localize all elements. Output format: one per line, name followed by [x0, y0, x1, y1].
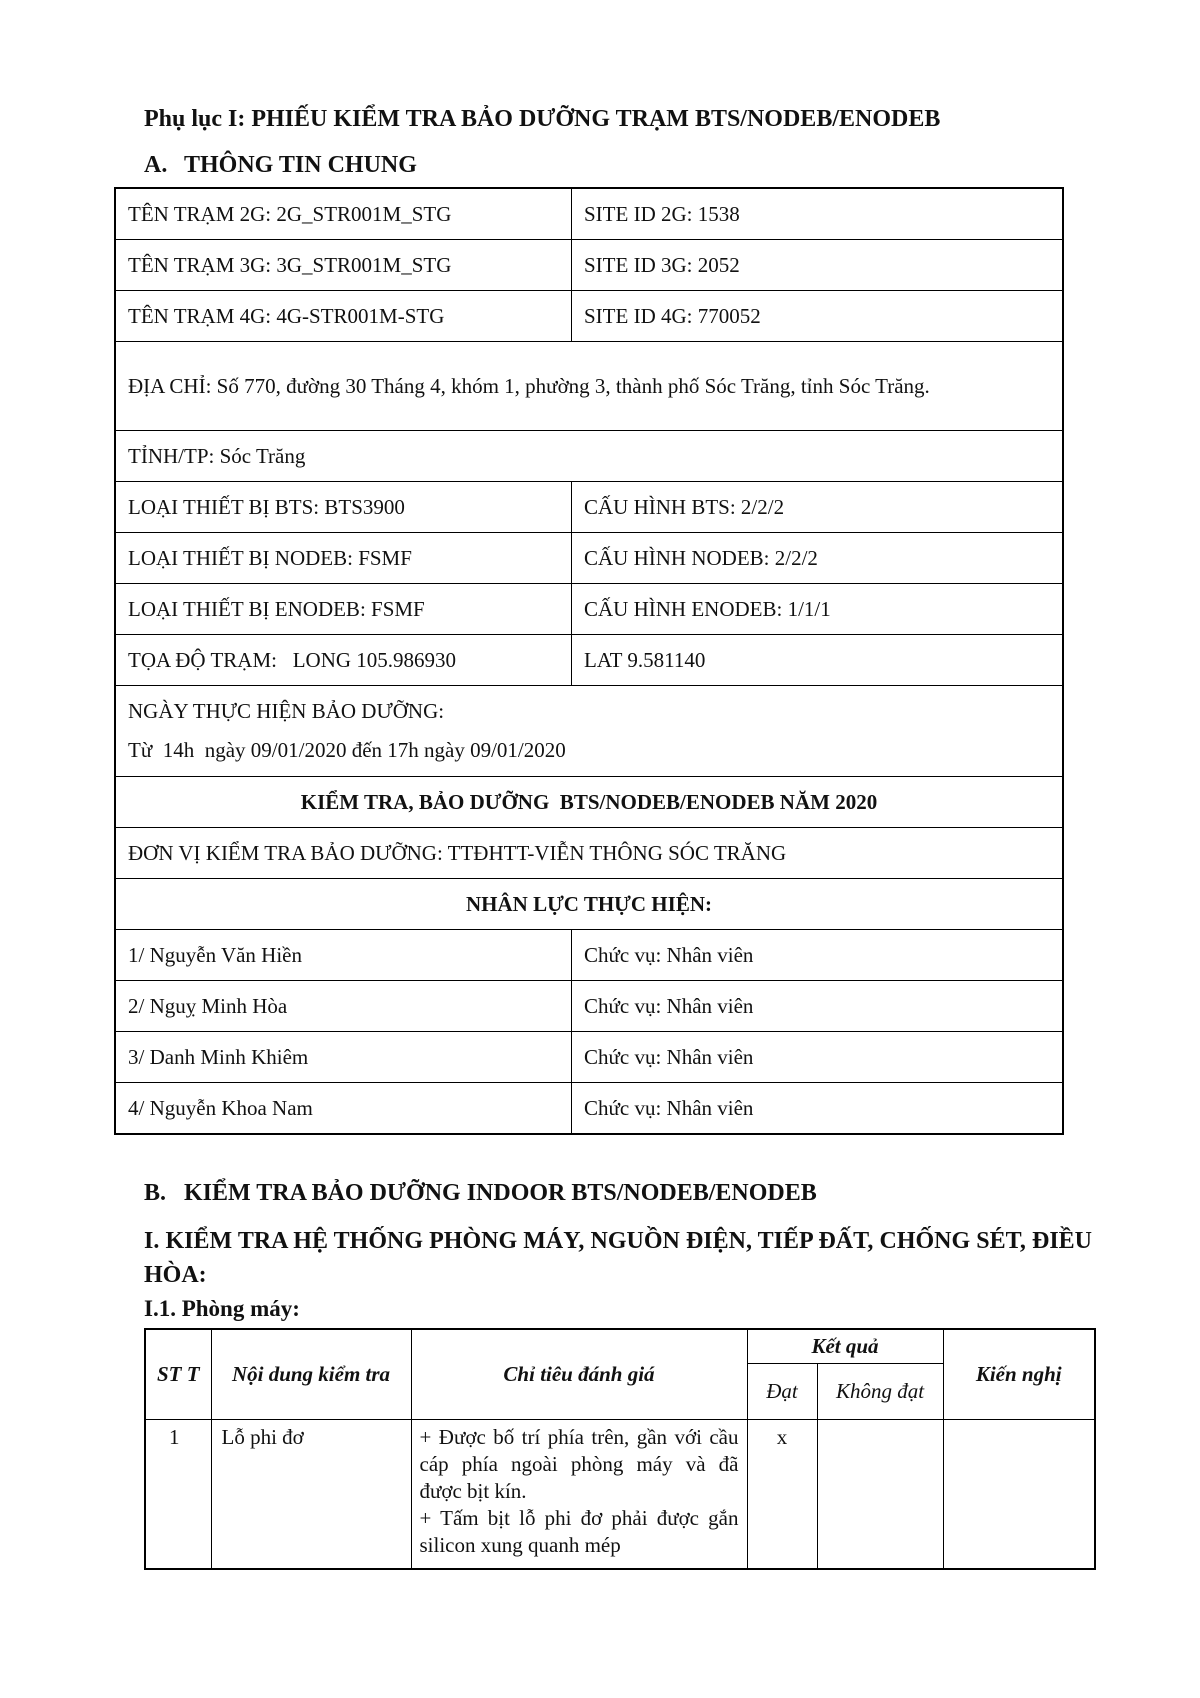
- staff-position-cell: Chức vụ: Nhân viên: [572, 1032, 1064, 1083]
- table-row: [115, 342, 1063, 431]
- row-stt-cell: 1: [145, 1419, 211, 1569]
- criteria-line: + Được bố trí phía trên, gần với cầu cáp phía ngoài phòng máy và đã được bịt kín.: [419, 1424, 739, 1503]
- table-row: [115, 291, 1063, 342]
- staff-position-cell: Chức vụ: Nhân viên: [572, 930, 1064, 981]
- table-row: [115, 828, 1063, 879]
- general-info-table: [114, 187, 1064, 1135]
- table-row: [115, 1032, 1063, 1083]
- staff-name-cell: 4/ Nguyễn Khoa Nam: [115, 1083, 572, 1135]
- header-recommend: Kiến nghị: [943, 1329, 1095, 1419]
- table-row: [115, 981, 1063, 1032]
- maintenance-heading-cell: KIỂM TRA, BẢO DƯỠNG BTS/NODEB/ENODEB NĂM 2020: [115, 777, 1063, 828]
- table-row: [115, 1083, 1063, 1135]
- staff-position-cell: Chức vụ: Nhân viên: [572, 1083, 1064, 1135]
- station-4g-cell: TÊN TRẠM 4G: 4G-STR001M-STG: [115, 291, 572, 342]
- section-i-heading: I. KIỂM TRA HỆ THỐNG PHÒNG MÁY, NGUỒN ĐIỆN, TIẾP ĐẤT, CHỐNG SÉT, ĐIỀU HÒA:: [144, 1228, 1092, 1288]
- address-cell: ĐỊA CHỈ: Số 770, đường 30 Tháng 4, khóm 1, phường 3, thành phố Sóc Trăng, tỉnh Sóc Trăng.: [115, 342, 1063, 431]
- table-row: [145, 1419, 1095, 1569]
- table-header-row: [145, 1329, 1095, 1363]
- header-pass: Đạt: [747, 1363, 817, 1419]
- header-result: Kết quả: [747, 1329, 943, 1363]
- header-stt: ST T: [145, 1329, 211, 1419]
- header-content: Nội dung kiểm tra: [211, 1329, 411, 1419]
- station-2g-cell: TÊN TRẠM 2G: 2G_STR001M_STG: [115, 188, 572, 240]
- station-3g-cell: TÊN TRẠM 3G: 3G_STR001M_STG: [115, 240, 572, 291]
- table-row: [115, 240, 1063, 291]
- machine-room-check-table: [144, 1328, 1096, 1570]
- staff-position-cell: Chức vụ: Nhân viên: [572, 981, 1064, 1032]
- header-fail: Không đạt: [817, 1363, 943, 1419]
- table-row: [115, 777, 1063, 828]
- province-cell: TỈNH/TP: Sóc Trăng: [115, 431, 1063, 482]
- table-row: [115, 879, 1063, 930]
- nodeb-config-cell: CẤU HÌNH NODEB: 2/2/2: [572, 533, 1064, 584]
- table-row: [115, 188, 1063, 240]
- enodeb-config-cell: CẤU HÌNH ENODEB: 1/1/1: [572, 584, 1064, 635]
- row-fail-cell: [817, 1419, 943, 1569]
- table-row: [115, 482, 1063, 533]
- section-b-heading: [144, 1180, 817, 1207]
- table-row: [115, 584, 1063, 635]
- table-row: [115, 930, 1063, 981]
- table-row: [115, 686, 1063, 777]
- staff-name-cell: 2/ Nguỵ Minh Hòa: [115, 981, 572, 1032]
- header-criteria: Chỉ tiêu đánh giá: [411, 1329, 747, 1419]
- coord-lat-cell: LAT 9.581140: [572, 635, 1064, 686]
- document-title: Phụ lục I: PHIẾU KIỂM TRA BẢO DƯỠNG TRẠM BTS/NODEB/ENODEB: [144, 106, 941, 132]
- maintenance-date-label: NGÀY THỰC HIỆN BẢO DƯỠNG:: [128, 699, 445, 723]
- staff-name-cell: 3/ Danh Minh Khiêm: [115, 1032, 572, 1083]
- row-recommend-cell: [943, 1419, 1095, 1569]
- maintenance-unit-cell: ĐƠN VỊ KIỂM TRA BẢO DƯỠNG: TTĐHTT-VIỄN THÔNG SÓC TRĂNG: [115, 828, 1063, 879]
- section-a-title: THÔNG TIN CHUNG: [184, 152, 417, 178]
- bts-device-cell: LOẠI THIẾT BỊ BTS: BTS3900: [115, 482, 572, 533]
- section-a-heading: [144, 152, 417, 179]
- row-content-cell: Lỗ phi đơ: [211, 1419, 411, 1569]
- row-pass-cell: x: [747, 1419, 817, 1569]
- section-b-label: B.: [144, 1180, 167, 1206]
- maintenance-date-cell: [115, 686, 1063, 777]
- section-b-title: KIỂM TRA BẢO DƯỠNG INDOOR BTS/NODEB/ENODEB: [184, 1180, 817, 1206]
- section-a-label: A.: [144, 152, 168, 178]
- criteria-line: + Tấm bịt lỗ phi đơ phải được gắn silicon xung quanh mép: [419, 1505, 739, 1557]
- nodeb-device-cell: LOẠI THIẾT BỊ NODEB: FSMF: [115, 533, 572, 584]
- coord-long-cell: TỌA ĐỘ TRẠM: LONG 105.986930: [115, 635, 572, 686]
- bts-config-cell: CẤU HÌNH BTS: 2/2/2: [572, 482, 1064, 533]
- section-i1-heading: I.1. Phòng máy:: [144, 1296, 300, 1321]
- enodeb-device-cell: LOẠI THIẾT BỊ ENODEB: FSMF: [115, 584, 572, 635]
- staff-heading-cell: NHÂN LỰC THỰC HIỆN:: [115, 879, 1063, 930]
- row-criteria-cell: [411, 1419, 747, 1569]
- table-row: [115, 533, 1063, 584]
- site-id-4g-cell: SITE ID 4G: 770052: [572, 291, 1064, 342]
- site-id-2g-cell: SITE ID 2G: 1538: [572, 188, 1064, 240]
- table-row: [115, 431, 1063, 482]
- site-id-3g-cell: SITE ID 3G: 2052: [572, 240, 1064, 291]
- table-row: [115, 635, 1063, 686]
- maintenance-date-value: Từ 14h ngày 09/01/2020 đến 17h ngày 09/01/2020: [128, 738, 566, 762]
- staff-name-cell: 1/ Nguyễn Văn Hiền: [115, 930, 572, 981]
